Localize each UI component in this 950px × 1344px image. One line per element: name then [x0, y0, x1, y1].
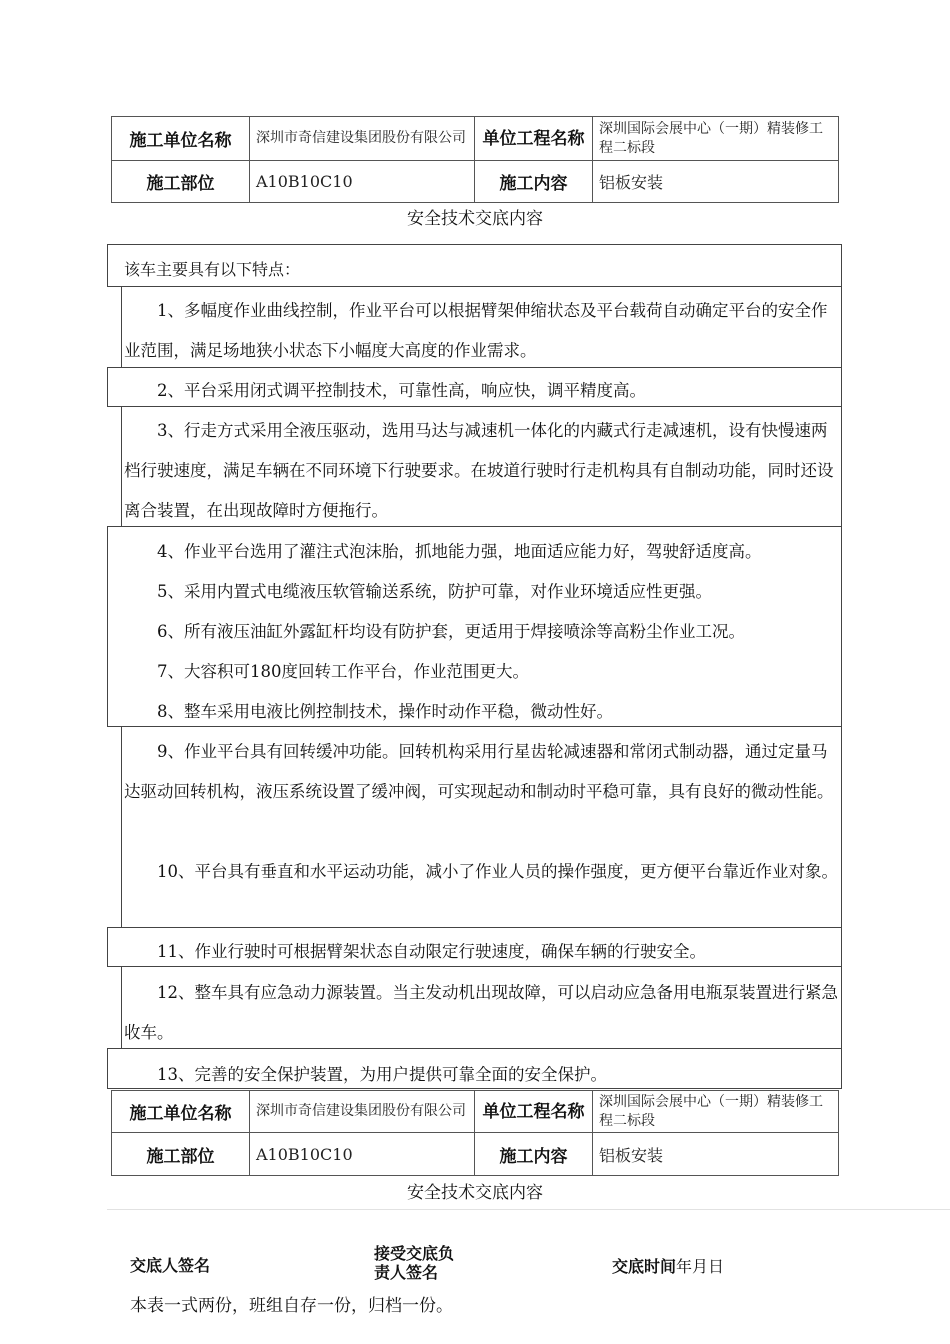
- handover-time: [612, 1254, 724, 1277]
- project-value: 深圳国际会展中心（一期）精装修工程二标段: [593, 117, 839, 161]
- time-label: 交底时间: [612, 1257, 677, 1276]
- item-2: 2、平台采用闭式调平控制技术，可靠性高，响应快，调平精度高。: [157, 381, 646, 400]
- part-label-2: 施工部位: [112, 1133, 250, 1176]
- unit-value-2: 深圳市奇信建设集团股份有限公司: [250, 1091, 475, 1133]
- footer-divider: [107, 1209, 950, 1210]
- item-12: 12、整车具有应急动力源装置。当主发动机出现故障，可以启动应急备用电瓶泵装置进行紧急收车。: [124, 983, 838, 1042]
- part-value: A10B10C10: [250, 161, 475, 203]
- header-table-top: [111, 116, 839, 203]
- item-1: 1、多幅度作业曲线控制，作业平台可以根据臂架伸缩状态及平台载荷自动确定平台的安全作业范围，满足场地狭小状态下小幅度大高度的作业需求。: [124, 301, 828, 360]
- content-value: 铝板安装: [593, 161, 839, 203]
- time-value: 年月日: [676, 1257, 725, 1276]
- unit-label: 施工单位名称: [112, 117, 250, 161]
- project-label: 单位工程名称: [475, 117, 593, 161]
- section-title-bottom: 安全技术交底内容: [407, 1183, 543, 1203]
- item-6: 6、所有液压油缸外露缸杆均设有防护套，更适用于焊接喷涂等高粉尘作业工况。: [157, 622, 745, 641]
- content-value-2: 铝板安装: [593, 1133, 839, 1176]
- header-table-bottom: [111, 1090, 839, 1176]
- intro-text: 该车主要具有以下特点：: [124, 260, 301, 279]
- copies-note: 本表一式两份，班组自存一份，归档一份。: [130, 1296, 453, 1316]
- item-9: 9、作业平台具有回转缓冲功能。回转机构采用行星齿轮减速器和常闭式制动器，通过定量马达驱动回转机构，液压系统设置了缓冲阀，可实现起动和制动时平稳可靠，具有良好的微动性能。: [124, 742, 834, 801]
- receiver-signature-label: 接受交底负责人签名: [374, 1244, 455, 1282]
- unit-label-2: 施工单位名称: [112, 1091, 250, 1133]
- item-3: 3、行走方式采用全液压驱动，选用马达与减速机一体化的内藏式行走减速机，设有快慢速两档行驶速度，满足车辆在不同环境下行驶要求。在坡道行驶时行走机构具有自制动功能，同时还设离合装置，在出现故障时方便拖行。: [124, 421, 834, 520]
- item-13: 13、完善的安全保护装置，为用户提供可靠全面的安全保护。: [157, 1065, 607, 1084]
- item-11: 11、作业行驶时可根据臂架状态自动限定行驶速度，确保车辆的行驶安全。: [157, 942, 706, 961]
- content-label: 施工内容: [475, 161, 593, 203]
- part-label: 施工部位: [112, 161, 250, 203]
- item-4: 4、作业平台选用了灌注式泡沫胎，抓地能力强，地面适应能力好，驾驶舒适度高。: [157, 542, 762, 561]
- part-value-2: A10B10C10: [250, 1133, 475, 1176]
- item-7: 7、大容积可180度回转工作平台，作业范围更大。: [157, 662, 529, 681]
- unit-value: 深圳市奇信建设集团股份有限公司: [250, 117, 475, 161]
- item-5: 5、采用内置式电缆液压软管输送系统，防护可靠，对作业环境适应性更强。: [157, 582, 712, 601]
- project-label-2: 单位工程名称: [475, 1091, 593, 1133]
- item-10: 10、平台具有垂直和水平运动功能，减小了作业人员的操作强度，更方便平台靠近作业对象。: [157, 862, 838, 881]
- content-label-2: 施工内容: [475, 1133, 593, 1176]
- section-title-top: 安全技术交底内容: [407, 209, 543, 229]
- item-8: 8、整车采用电液比例控制技术，操作时动作平稳，微动性好。: [157, 702, 613, 721]
- giver-signature-label: 交底人签名: [130, 1256, 211, 1275]
- project-value-2: 深圳国际会展中心（一期）精装修工程二标段: [593, 1091, 839, 1133]
